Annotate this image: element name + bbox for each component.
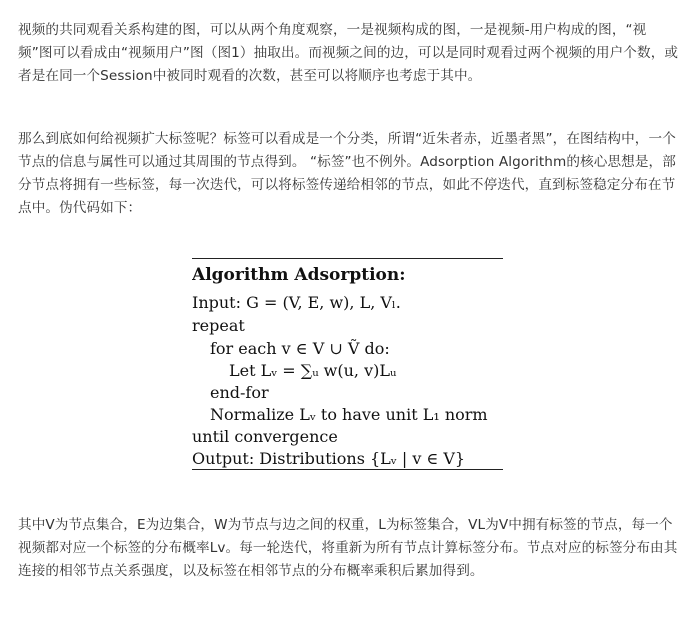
intro-paragraph: 视频的共同观看关系构建的图，可以从两个角度观察，一是视频构成的图，一是视频-用户构成的图，“视频”图可以看成由“视频用户”图（图1）抽取出。而视频之间的边，可以是同时观看过两个视频的用户个数，或者是在同一个Session中被同时观看的次数，甚至可以将顺序也考虑于其中。	[18, 22, 679, 84]
algorithm-output-line: Output: Distributions {Lᵥ | v ∈ V}	[192, 449, 466, 468]
method-paragraph: 那么到底如何给视频扩大标签呢？标签可以看成是一个分类，所谓“近朱者赤，近墨者黑”，在图结构中，一个节点的信息与属性可以通过其周围的节点得到。 “标签”也不例外。Adsorption Algorithm的核心思想是，部分节点将拥有一些标签，每一次迭代，可以将标签传递给相邻的节点，如此不停迭代，直到标签稳定分布在节点中。伪代码如下：	[18, 131, 676, 216]
algorithm-repeat-line: repeat	[192, 316, 245, 335]
algorithm-for-each-line: for each v ∈ V ∪ Ṽ do:	[210, 339, 390, 358]
algorithm-top-rule	[192, 258, 503, 259]
algorithm-input-line: Input: G = (V, E, w), L, Vₗ.	[192, 293, 401, 312]
algorithm-title: Algorithm Adsorption:	[192, 265, 406, 285]
algorithm-let-line: Let Lᵥ = ∑ᵤ w(u, v)Lᵤ	[229, 361, 397, 380]
explanation-paragraph: 其中V为节点集合，E为边集合，W为节点与边之间的权重，L为标签集合，VL为V中拥有标签的节点，每一个视频都对应一个标签的分布概率Lv。每一轮迭代，将重新为所有节点计算标签分布。节点对应的标签分布由其连接的相邻节点关系强度，以及标签在相邻节点的分布概率乘积后累加得到。	[18, 517, 678, 579]
algorithm-figure	[192, 258, 504, 472]
algorithm-bottom-rule	[192, 469, 503, 470]
algorithm-until-line: until convergence	[192, 427, 338, 446]
algorithm-normalize-line: Normalize Lᵥ to have unit L₁ norm	[210, 405, 488, 424]
algorithm-end-for-line: end-for	[210, 383, 269, 402]
